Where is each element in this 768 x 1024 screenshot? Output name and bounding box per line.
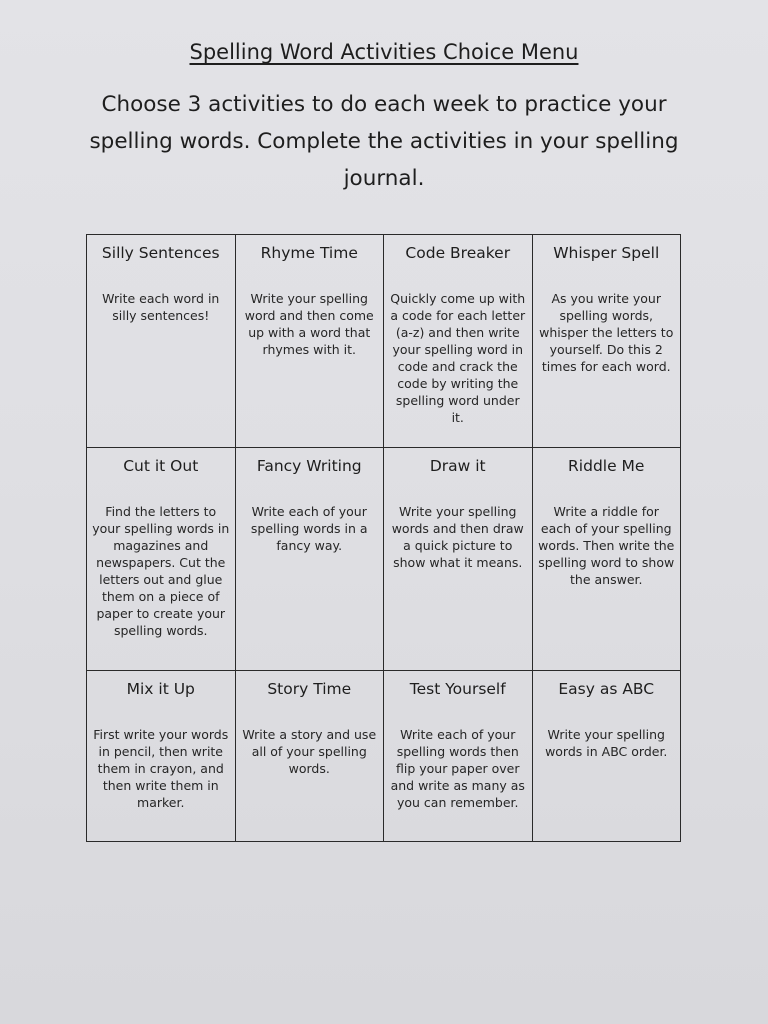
activity-title: Riddle Me xyxy=(568,457,645,475)
activity-description: First write your words in pencil, then write them in crayon, and then write them in marker. xyxy=(93,727,229,810)
grid-row xyxy=(87,448,681,671)
page-title: Spelling Word Activities Choice Menu xyxy=(189,40,579,64)
activity-cell-easy-as-abc xyxy=(532,671,681,842)
activity-cell-cut-it-out xyxy=(87,448,236,671)
activity-cell-fancy-writing xyxy=(235,448,384,671)
activity-description: Find the letters to your spelling words in magazines and newspapers. Cut the letters out and glue them on a piece of paper to create your spelling words. xyxy=(92,504,230,638)
activity-description: Write your spelling words and then draw a quick picture to show what it means. xyxy=(391,504,524,570)
activity-cell-mix-it-up xyxy=(87,671,236,842)
activity-cell-test-yourself xyxy=(384,671,533,842)
activity-description: Write each of your spelling words then flip your paper over and write as many as you can remember. xyxy=(390,727,525,810)
activity-cell-whisper-spell xyxy=(532,235,681,448)
activity-description: Write a story and use all of your spelling words. xyxy=(242,727,377,776)
activity-description: Write your spelling words in ABC order. xyxy=(545,727,668,759)
activity-cell-story-time xyxy=(235,671,384,842)
activity-title: Whisper Spell xyxy=(553,244,660,262)
activity-cell-rhyme-time xyxy=(235,235,384,448)
activity-cell-silly-sentences xyxy=(87,235,236,448)
activity-title: Silly Sentences xyxy=(101,244,220,262)
activity-choice-grid xyxy=(86,234,681,842)
activity-cell-riddle-me xyxy=(532,448,681,671)
grid-row xyxy=(87,671,681,842)
activity-title: Test Yourself xyxy=(409,680,506,698)
activity-title: Cut it Out xyxy=(123,457,199,475)
activity-title: Draw it xyxy=(429,457,486,475)
activity-description: Write your spelling word and then come up with a word that rhymes with it. xyxy=(244,291,374,357)
instructions-text: Choose 3 activities to do each week to practice your spelling words. Complete the activities in your spelling journal. xyxy=(89,92,679,191)
activity-title: Rhyme Time xyxy=(260,244,358,262)
activity-description: Quickly come up with a code for each letter (a-z) and then write your spelling word in code and crack the code by writing the spelling word under it. xyxy=(390,291,526,425)
activity-description: Write each of your spelling words in a fancy way. xyxy=(250,504,368,553)
activity-title: Mix it Up xyxy=(126,680,195,698)
activity-description: Write a riddle for each of your spelling words. Then write the spelling word to show the answer. xyxy=(538,504,675,587)
activity-description: Write each word in silly sentences! xyxy=(102,291,220,323)
activity-cell-draw-it xyxy=(384,448,533,671)
activity-cell-code-breaker xyxy=(384,235,533,448)
activity-title: Story Time xyxy=(267,680,352,698)
activity-title: Easy as ABC xyxy=(558,680,655,698)
grid-row xyxy=(87,235,681,448)
activity-title: Code Breaker xyxy=(405,244,511,262)
activity-description: As you write your spelling words, whisper the letters to yourself. Do this 2 times for each word. xyxy=(539,291,674,374)
activity-title: Fancy Writing xyxy=(256,457,362,475)
